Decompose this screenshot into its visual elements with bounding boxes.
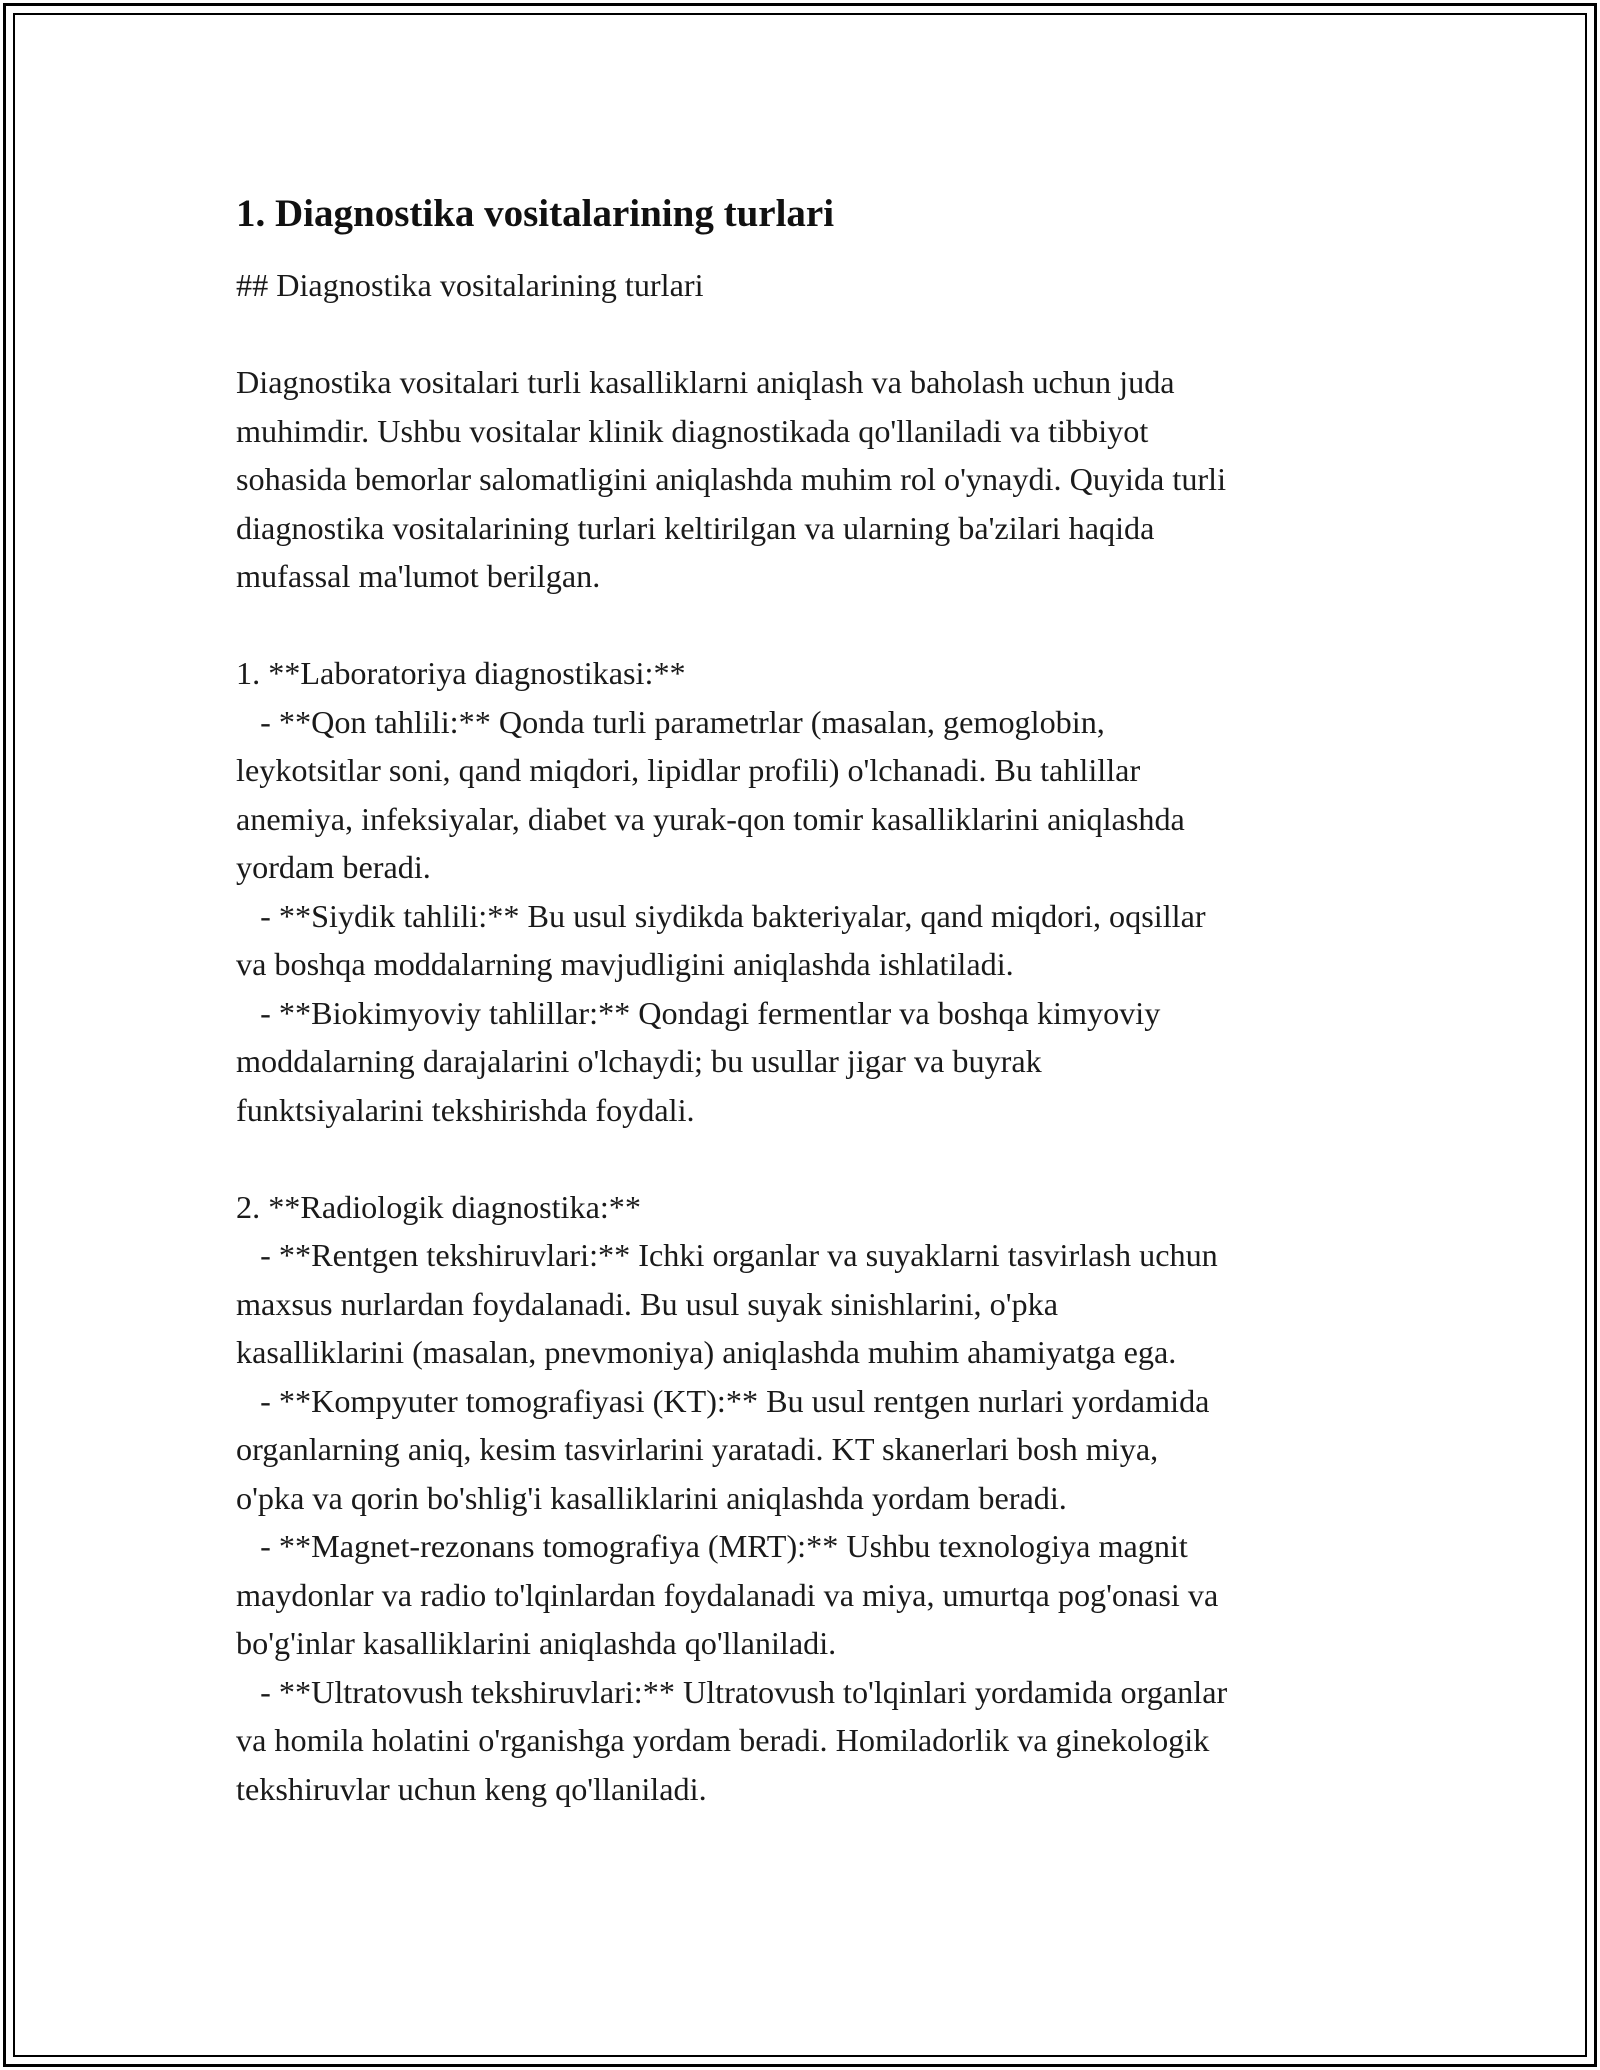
document-body: ## Diagnostika vositalarining turlari Diagnostika vositalari turli kasalliklarni aniqlash va baholash uchun juda muhimdir. Ushbu vositalar klinik diagnostikada qo'llaniladi va tibbiyot sohasida bemorlar salomatligini aniqlashda muhim rol o'ynaydi. Quyida turli diagnostika vositalarining turlari keltirilgan va ularning ba'zilari haqida mufassal ma'lumot berilgan. 1. **Laboratoriya diagnostikasi:** - **Qon tahlili:** Qonda turli parametrlar (masalan, gemoglobin, leykotsitlar soni, qand miqdori, lipidlar profili) o'lchanadi. Bu tahlillar anemiya, infeksiyalar, diabet va yurak-qon tomir kasalliklarini aniqlashda yordam beradi. - **Siydik tahlili:** Bu usul siydikda bakteriyalar, qand miqdori, oqsillar va boshqa moddalarning mavjudligini aniqlashda ishlatiladi. - **Biokimyoviy tahlillar:** Qondagi fermentlar va boshqa kimyoviy moddalarning darajalarini o'lchaydi; bu usullar jigar va buyrak funktsiyalarini tekshirishda foydali. 2. **Radiologik diagnostika:** - **Rentgen tekshiruvlari:** Ichki organlar va suyaklarni tasvirlash uchun maxsus nurlardan foydalanadi. Bu usul suyak sinishlarini, o'pka kasalliklarini (masalan, pnevmoniya) aniqlashda muhim ahamiyatga ega. - **Kompyuter tomografiyasi (KT):** Bu usul rentgen nurlari yordamida organlarning aniq, kesim tasvirlarini yaratadi. KT skanerlari bosh miya, o'pka va qorin bo'shlig'i kasalliklarini aniqlashda yordam beradi. - **Magnet-rezonans tomografiya (MRT):** Ushbu texnologiya magnit maydonlar va radio to'lqinlardan foydalanadi va miya, umurtqa pog'onasi va bo'g'inlar kasalliklarini aniqlashda qo'llaniladi. - **Ultratovush tekshiruvlari:** Ultratovush to'lqinlari yordamida organlar va homila holatini o'rganishga yordam beradi. Homiladorlik va ginekologik tekshiruvlar uchun keng qo'llaniladi. bbox=[236, 267, 1228, 1807]
document-page bbox=[236, 185, 1376, 1813]
document-title: 1. Diagnostika vositalarining turlari bbox=[236, 192, 835, 235]
